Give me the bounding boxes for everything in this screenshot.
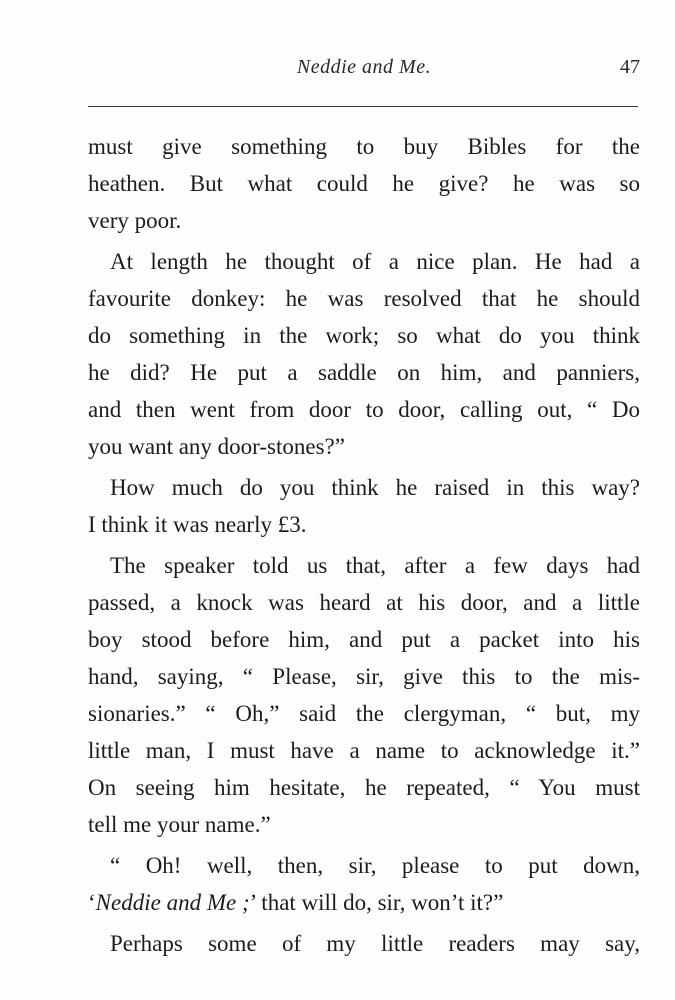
text-line: very poor.	[88, 208, 182, 233]
open-quote: ‘	[88, 890, 96, 915]
italic-title: Neddie and Me ;	[95, 890, 250, 915]
text-line: passed, a knock was heard at his door, and a little	[88, 590, 640, 615]
text-line: hand, saying, “ Please, sir, give this to the mis-	[88, 664, 640, 689]
text-line: I think it was nearly £3.	[88, 512, 307, 537]
text-line: do something in the work; so what do you think	[88, 323, 640, 348]
page-number: 47	[620, 56, 640, 78]
text-line: little man, I must have a name to acknowledge it.”	[88, 738, 640, 763]
text-line: boy stood before him, and put a packet into his	[88, 627, 640, 652]
body-text	[88, 128, 640, 962]
running-title: Neddie and Me.	[296, 56, 432, 78]
text-line: you want any door-stones?”	[88, 434, 345, 459]
text-line: tell me your name.”	[88, 812, 271, 837]
text-line: The speaker told us that, after a few days had	[110, 553, 640, 578]
text-line: and then went from door to door, calling out, “ Do	[88, 397, 640, 422]
header-rule	[88, 106, 638, 107]
text-line-with-italic	[88, 884, 640, 921]
text-line: sionaries.” “ Oh,” said the clergyman, “ but, my	[88, 701, 640, 726]
text-line: At length he thought of a nice plan. He had a	[110, 249, 640, 274]
quote-rest: ’ that will do, sir, won’t it?”	[249, 890, 504, 915]
running-head	[88, 56, 640, 86]
text-line: he did? He put a saddle on him, and panniers,	[88, 360, 640, 385]
text-line: How much do you think he raised in this way?	[110, 475, 640, 500]
text-line: Perhaps some of my little readers may say,	[110, 931, 640, 956]
text-line: heathen. But what could he give? he was so	[88, 171, 640, 196]
text-line: “ Oh! well, then, sir, please to put down,	[110, 853, 640, 878]
text-line: On seeing him hesitate, he repeated, “ You must	[88, 775, 640, 800]
text-line: favourite donkey: he was resolved that he should	[88, 286, 640, 311]
text-line: must give something to buy Bibles for the	[88, 134, 640, 159]
